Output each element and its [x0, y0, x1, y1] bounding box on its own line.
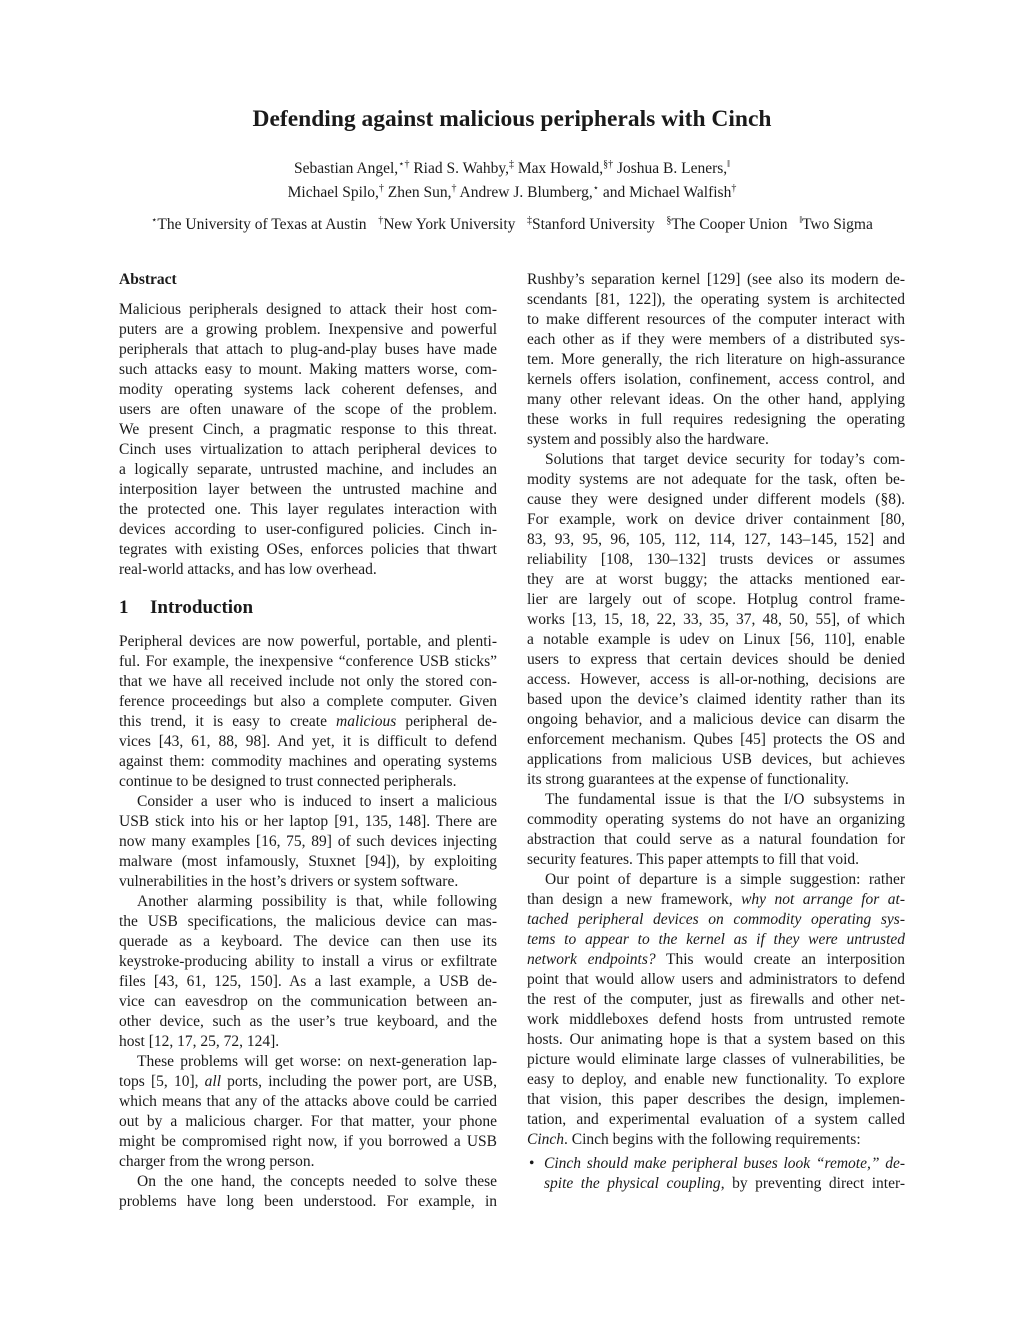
- text-line: such attacks easy to mount. Making matters worse, com-: [119, 361, 497, 378]
- text-line: point that would allow users and administrators to defend: [527, 971, 905, 988]
- text-line: tation, and experimental evaluation of a system called: [527, 1111, 905, 1128]
- text-line: ongoing behavior, and a malicious device can disarm the: [527, 711, 905, 728]
- text-line: work middleboxes defend hosts from untrusted remote: [527, 1011, 905, 1028]
- intro-paragraph-2: [119, 792, 497, 892]
- text-line: problems have long been understood. For example, in: [119, 1193, 497, 1210]
- text-line: each other as if they were members of a distributed sys-: [527, 331, 905, 348]
- text-line: its strong guarantees at the expense of functionality.: [527, 771, 849, 788]
- section-heading-introduction: [119, 598, 497, 624]
- text-line: devices according to user-configured policies. Cinch in-: [119, 521, 497, 538]
- text-line: USB stick into his or her laptop [91, 135, 148]. There are: [119, 813, 497, 830]
- text-line: a logically separate, untrusted machine, and includes an: [119, 461, 497, 478]
- text-line: the rest of the computer, just as firewalls and other net-: [527, 991, 905, 1008]
- intro-paragraph-5: [119, 1172, 497, 1212]
- text-line: against them: commodity machines and operating systems: [119, 753, 497, 770]
- text-line: applications from malicious USB devices, but achieves: [527, 751, 905, 768]
- text-line: modity systems are not adequate for the task, often be-: [527, 471, 905, 488]
- text-line: Our point of departure is a simple suggestion: rather: [545, 871, 905, 888]
- right-paragraph-2: [527, 450, 905, 790]
- text-line: Solutions that target device security for today’s com-: [545, 451, 905, 468]
- text-line: Cinch. Cinch begins with the following requirements:: [527, 1131, 861, 1148]
- right-paragraph-3: [527, 790, 905, 870]
- text-line: a notable example is udev on Linux [56, 110], enable: [527, 631, 905, 648]
- text-line: keystroke-producing ability to install a virus or exfiltrate: [119, 953, 497, 970]
- text-line: cause they were designed under different models (§8).: [527, 491, 905, 508]
- text-line: Cinch should make peripheral buses look “remote,” de-: [544, 1155, 905, 1172]
- right-paragraph-1: [527, 270, 905, 450]
- abstract-heading: Abstract: [119, 271, 177, 288]
- affiliation: ‡Stanford University: [527, 215, 655, 233]
- bullet-marker: •: [529, 1155, 535, 1172]
- text-line: that we have all received include not only the stored con-: [119, 673, 497, 690]
- text-line: On the one hand, the concepts needed to solve these: [137, 1173, 497, 1190]
- text-line: might be compromised right now, if you borrowed a USB: [119, 1133, 497, 1150]
- text-line: tached peripheral devices on commodity operating sys-: [527, 911, 905, 928]
- text-line: The fundamental issue is that the I/O subsystems in: [545, 791, 905, 808]
- text-line: enforcement mechanism. Qubes [45] protects the OS and: [527, 731, 905, 748]
- author-line-1: [0, 157, 1024, 181]
- abstract-text: [119, 300, 497, 580]
- text-line: tegrates with existing OSes, enforces policies that thwart: [119, 541, 497, 558]
- text-line: malware (most infamously, Stuxnet [94]), by exploiting: [119, 853, 497, 870]
- text-line: puters are a growing problem. Inexpensive and powerful: [119, 321, 497, 338]
- text-line: peripherals that attach to plug-and-play buses have made: [119, 341, 497, 358]
- text-line: real-world attacks, and has low overhead.: [119, 561, 377, 578]
- text-line: network endpoints? This would create an interposition: [527, 951, 905, 968]
- intro-paragraph-3: [119, 892, 497, 1052]
- text-line: access. However, access is all-or-nothing, decisions are: [527, 671, 905, 688]
- text-line: hosts. Our animating hope is that a system based on this: [527, 1031, 905, 1048]
- text-line: charger from the wrong person.: [119, 1153, 315, 1170]
- affiliation: §The Cooper Union: [666, 215, 788, 233]
- text-line: works [13, 15, 18, 22, 33, 35, 37, 48, 50, 55], of which: [527, 611, 905, 628]
- text-line: We present Cinch, a pragmatic response to this threat.: [119, 421, 497, 438]
- text-line: reliability [108, 130–132] trusts devices or assumes: [527, 551, 905, 568]
- affiliation: ‖Two Sigma: [799, 215, 873, 233]
- text-line: vulnerabilities in the host’s drivers or system software.: [119, 873, 459, 890]
- text-line: which means that any of the attacks above could be carried: [119, 1093, 497, 1110]
- text-line: These problems will get worse: on next-generation lap-: [137, 1053, 497, 1070]
- text-line: abstraction that could serve as a natural foundation for: [527, 831, 905, 848]
- author-list: [0, 157, 1024, 205]
- text-line: 83, 93, 95, 96, 105, 112, 114, 127, 143–145, 152] and: [527, 531, 905, 548]
- text-line: Another alarming possibility is that, while following: [137, 893, 497, 910]
- section-title: Introduction: [150, 597, 254, 618]
- text-line: Peripheral devices are now powerful, portable, and plenti-: [119, 633, 497, 650]
- text-line: lier are largely out of scope. Hotplug control frame-: [527, 591, 905, 608]
- text-line: the USB specifications, the malicious device can mas-: [119, 913, 497, 930]
- text-line: other device, such as the user’s true keyboard, and the: [119, 1013, 497, 1030]
- text-line: files [43, 61, 125, 150]. As a last example, a USB de-: [119, 973, 497, 990]
- author: Andrew J. Blumberg,⋆: [459, 183, 599, 201]
- text-line: to make different resources of the computer interact with: [527, 311, 905, 328]
- author: Zhen Sun,†: [387, 183, 457, 201]
- text-line: ful. For example, the inexpensive “conference USB sticks”: [119, 653, 497, 670]
- text-line: tem. More generally, the rich literature on high-assurance: [527, 351, 905, 368]
- text-line: tops [5, 10], all ports, including the power port, are USB,: [119, 1073, 497, 1090]
- text-line: users to express that certain devices should be denied: [527, 651, 905, 668]
- right-column: [527, 270, 905, 1194]
- intro-paragraph-1: [119, 632, 497, 792]
- text-line: kernels offers isolation, confinement, access control, and: [527, 371, 905, 388]
- author-line-2: [0, 181, 1024, 205]
- text-line: than design a new framework, why not arrange for at-: [527, 891, 906, 908]
- text-line: this trend, it is easy to create malicious peripheral de-: [119, 713, 497, 730]
- text-line: host [12, 17, 25, 72, 124].: [119, 1033, 280, 1050]
- text-line: they are at worst buggy; the attacks mentioned ear-: [527, 571, 905, 588]
- text-line: based upon the device’s claimed identity rather than its: [527, 691, 905, 708]
- text-line: vices [43, 61, 88, 98]. And yet, it is difficult to defend: [119, 733, 497, 750]
- text-line: picture would eliminate large classes of vulnerabilities, be: [527, 1051, 905, 1068]
- author: and Michael Walfish†: [602, 183, 737, 201]
- text-line: ference proceedings but also a complete computer. Given: [119, 693, 497, 710]
- author: Riad S. Wahby,‡: [413, 159, 514, 177]
- paper-title: Defending against malicious peripherals with Cinch: [252, 106, 772, 132]
- text-line: vice can eavesdrop on the communication between an-: [119, 993, 497, 1010]
- text-line: system and possibly also the hardware.: [527, 431, 769, 448]
- text-line: easy to deploy, and enable new functionality. To explore: [527, 1071, 905, 1088]
- author: Max Howald,§†: [517, 159, 614, 177]
- text-line: Rushby’s separation kernel [129] (see also its modern de-: [527, 271, 905, 288]
- text-line: interposition layer between the untrusted machine and: [119, 481, 497, 498]
- right-paragraph-4: [527, 870, 905, 1150]
- text-line: now many examples [16, 75, 89] of such devices injecting: [119, 833, 497, 850]
- affiliation: †New York University: [378, 215, 516, 233]
- text-line: Malicious peripherals designed to attack their host com-: [119, 301, 497, 318]
- affiliation-list: [0, 213, 1024, 237]
- text-line: Cinch uses virtualization to attach peripheral devices to: [119, 441, 497, 458]
- text-line: these works in full requires redesigning the operating: [527, 411, 905, 428]
- text-line: scendants [81, 122]), the operating system is architected: [527, 291, 905, 308]
- section-number: 1: [119, 597, 129, 618]
- author: Sebastian Angel,⋆†: [294, 159, 410, 177]
- left-column: [119, 270, 497, 1212]
- text-line: For example, work on device driver containment [80,: [527, 511, 905, 528]
- affiliation: ⋆The University of Texas at Austin: [151, 215, 367, 233]
- text-line: out by a malicious charger. For that matter, your phone: [119, 1113, 497, 1130]
- text-line: users are often unaware of the scope of the problem.: [119, 401, 497, 418]
- text-line: that vision, this paper describes the design, implemen-: [527, 1091, 905, 1108]
- text-line: tems to appear to the kernel as if they were untrusted: [527, 931, 905, 948]
- text-line: security features. This paper attempts to fill that void.: [527, 851, 860, 868]
- author: Joshua B. Leners,‖: [616, 159, 730, 177]
- text-line: continue to be designed to trust connected peripherals.: [119, 773, 457, 790]
- text-line: many other relevant ideas. On the other hand, applying: [527, 391, 905, 408]
- author: Michael Spilo,†: [287, 183, 384, 201]
- text-line: modity operating systems lack coherent defenses, and: [119, 381, 497, 398]
- text-line: Consider a user who is induced to insert a malicious: [137, 793, 497, 810]
- intro-paragraph-4: [119, 1052, 497, 1172]
- text-line: querade as a keyboard. The device can then use its: [119, 933, 497, 950]
- text-line: the protected one. This layer regulates interaction with: [119, 501, 497, 518]
- text-line: commodity operating systems do not have an organizing: [527, 811, 905, 828]
- requirement-bullet: [527, 1154, 905, 1194]
- text-line: spite the physical coupling, by preventing direct inter-: [544, 1175, 905, 1192]
